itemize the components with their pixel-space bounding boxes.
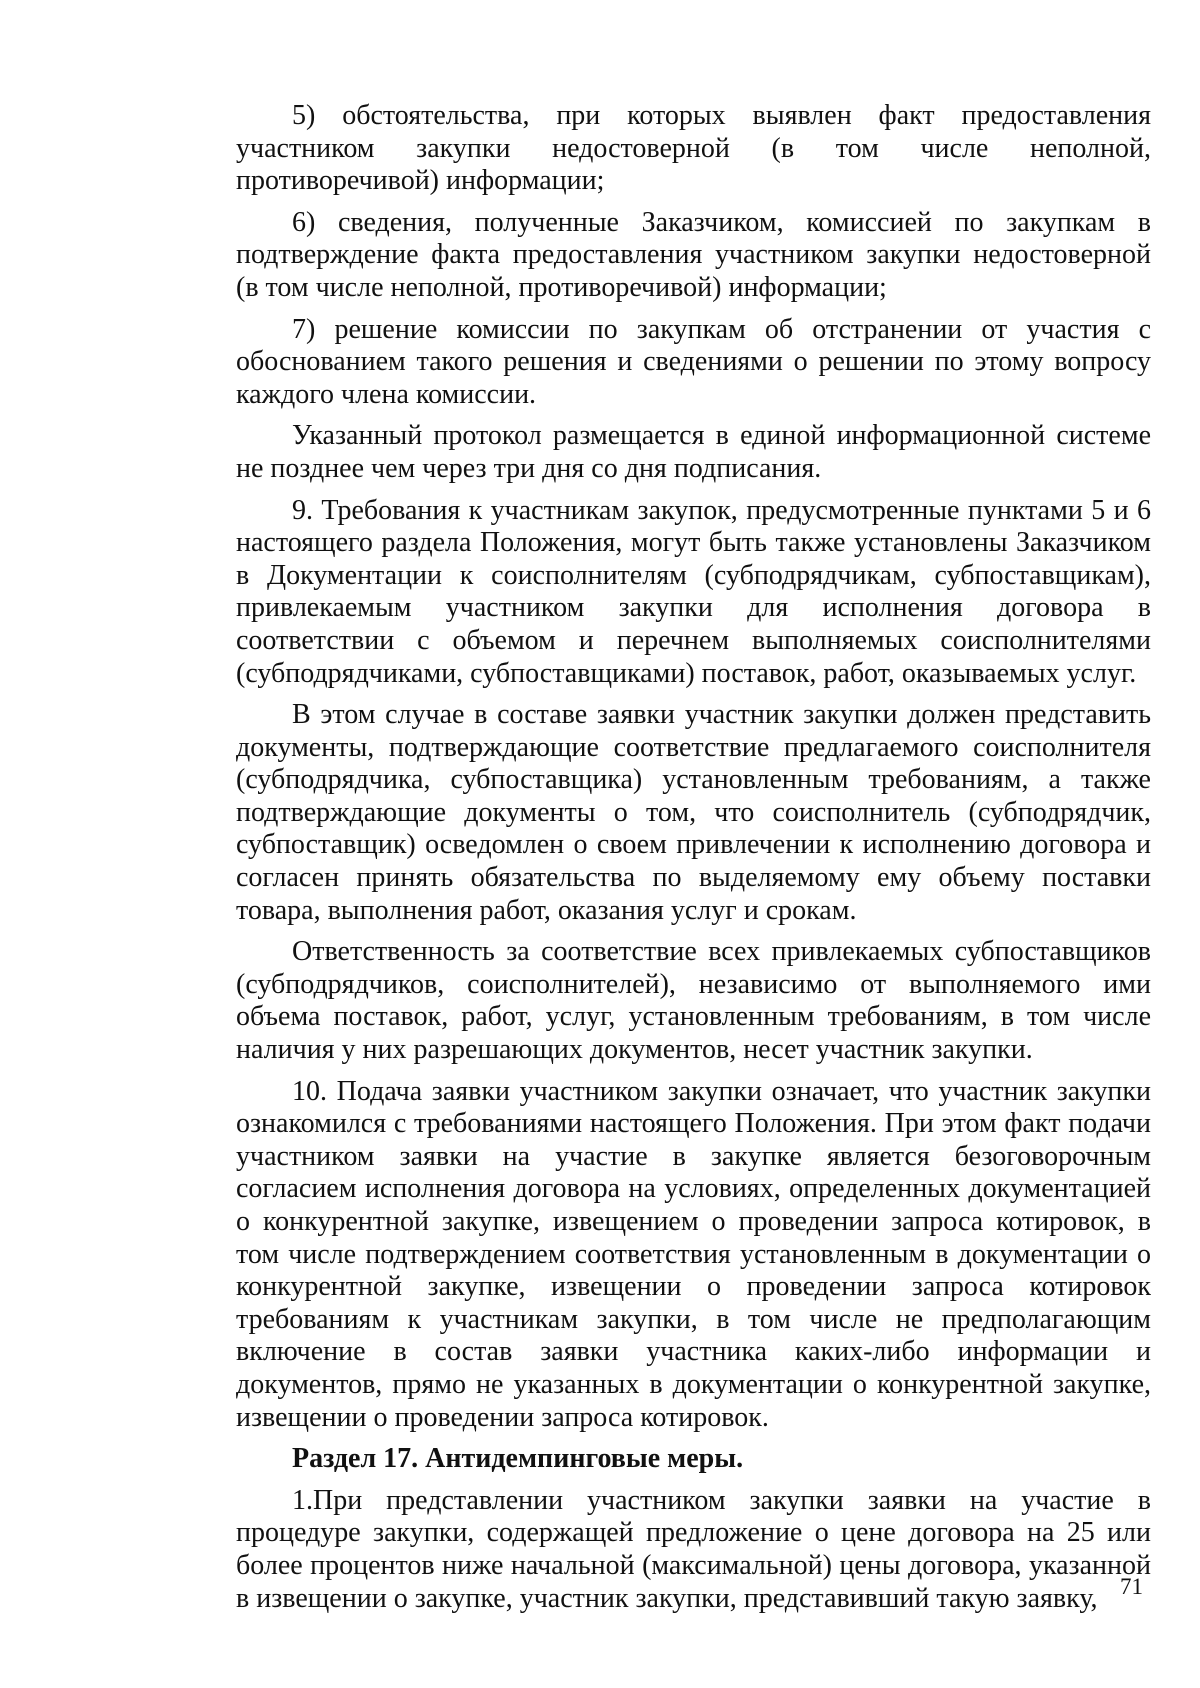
page-number: 71 (1120, 1574, 1143, 1599)
paragraph-subcontractor-documents: В этом случае в составе заявки участник закупки должен представить документы, подтверждающие соответствие предлагаемого соисполнителя (субподрядчика, субпоставщика) установленным требованиям, а также подтверждающие документы о том, что соисполнитель (субподрядчик, субпоставщик) осведомлен о своем привлечении к исполнению договора и согласен принять обязательства по выделяемому ему объему поставки товара, выполнения работ, оказания услуг и срокам. (236, 699, 1151, 926)
paragraph-section-17-clause-1: 1.При представлении участником закупки заявки на участие в процедуре закупки, содержащей предложение о цене договора на 25 или более процентов ниже начальной (максимальной) цены договора, указанной в извещении о закупке, участник закупки, представивший такую заявку, (236, 1484, 1151, 1614)
document-body (236, 100, 1151, 1624)
paragraph-item-7: 7) решение комиссии по закупкам об отстранении от участия с обоснованием такого решения и сведениями о решении по этому вопросу каждого члена комиссии. (236, 313, 1151, 410)
section-heading: Раздел 17. Антидемпинговые меры. (292, 1443, 744, 1475)
paragraph-clause-9: 9. Требования к участникам закупок, предусмотренные пунктами 5 и 6 настоящего раздела Положения, могут быть также установлены Заказчиком в Документации к соисполнителям (субподрядчикам, субпоставщикам), привлекаемым участником закупки для исполнения договора в соответствии с объемом и перечнем выполняемых соисполнителями (субподрядчиками, субпоставщиками) поставок, работ, оказываемых услуг. (236, 494, 1151, 689)
paragraph-clause-10: 10. Подача заявки участником закупки означает, что участник закупки ознакомился с требованиями настоящего Положения. При этом факт подачи участником заявки на участие в закупке является безоговорочным согласием исполнения договора на условиях, определенных документацией о конкурентной закупке, извещением о проведении запроса котировок, в том числе подтверждением соответствия установленным в документации о конкурентной закупке, извещении о проведении запроса котировок требованиям к участникам закупки, в том числе не предполагающим включение в состав заявки участника каких-либо информации и документов, прямо не указанных в документации о конкурентной закупке, извещении о проведении запроса котировок. (236, 1075, 1151, 1433)
paragraph-protocol-publication: Указанный протокол размещается в единой информационной системе не позднее чем через три дня со дня подписания. (236, 420, 1151, 484)
paragraph-item-6: 6) сведения, полученные Заказчиком, комиссией по закупкам в подтверждение факта предоставления участником закупки недостоверной (в том числе неполной, противоречивой) информации; (236, 206, 1151, 303)
paragraph-responsibility: Ответственность за соответствие всех привлекаемых субпоставщиков (субподрядчиков, соисполнителей), независимо от выполняемого ими объема поставок, работ, услуг, установленным требованиям, в том числе наличия у них разрешающих документов, несет участник закупки. (236, 936, 1151, 1066)
paragraph-item-5: 5) обстоятельства, при которых выявлен факт предоставления участником закупки недостоверной (в том числе неполной, противоречивой) информации; (236, 100, 1151, 197)
